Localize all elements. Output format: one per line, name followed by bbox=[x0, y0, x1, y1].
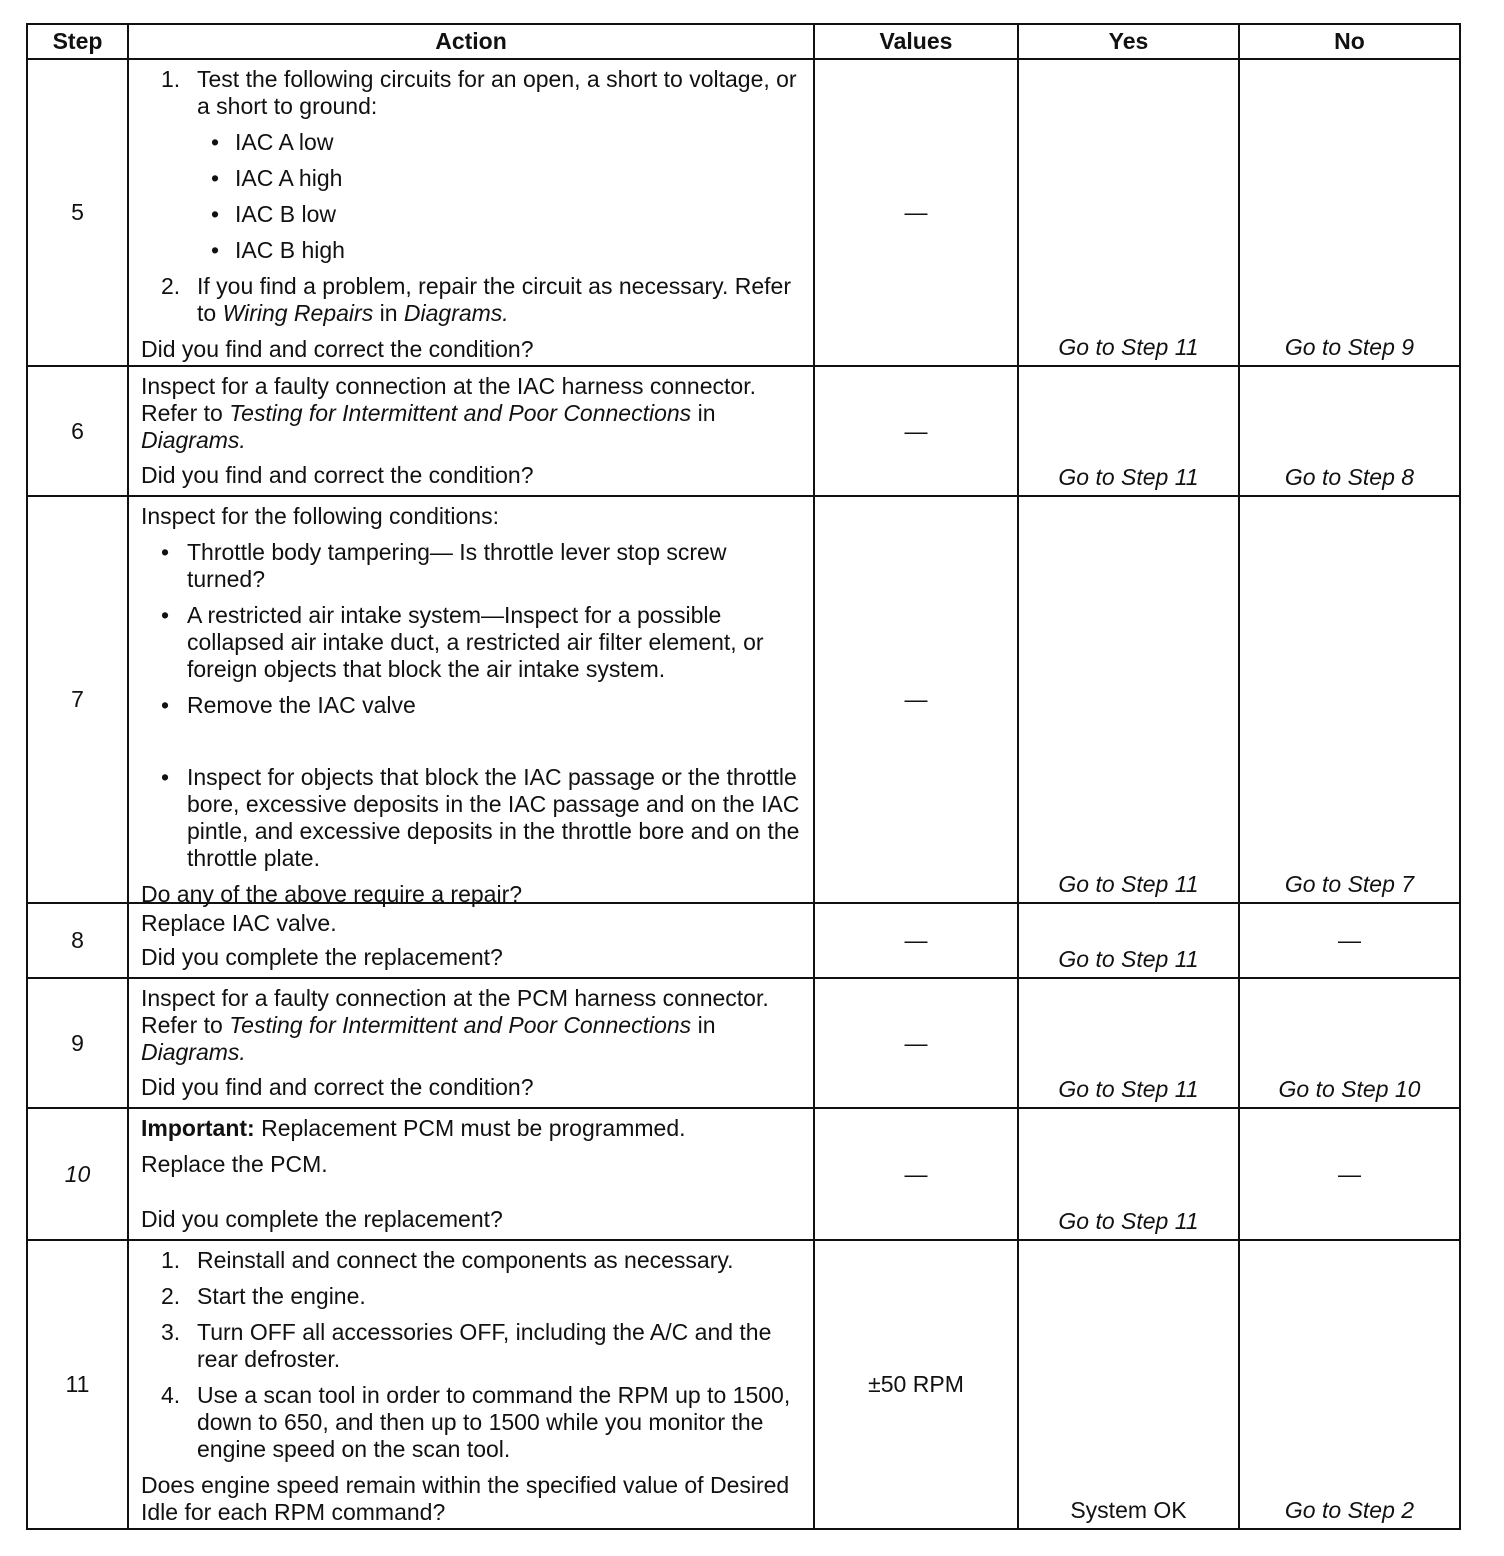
bullet-item: • IAC A high bbox=[211, 165, 343, 191]
bullet-item: • Inspect for objects that block the IAC passage or the throttle bore, excessive deposits in the IAC passage and on the IAC pintle, and excessive deposits in the throttle bore and on the throttle plate. bbox=[161, 764, 800, 871]
header-row bbox=[27, 24, 1460, 59]
action-cell bbox=[128, 496, 814, 907]
important-note: Important: Replacement PCM must be programmed. bbox=[141, 1115, 686, 1141]
bullet-item: • IAC B high bbox=[211, 237, 345, 263]
reference-link-text: Diagrams. bbox=[403, 300, 509, 326]
values-cell: — bbox=[814, 903, 1018, 978]
no-cell: Go to Step 8 bbox=[1239, 366, 1460, 496]
numbered-item: 2. If you find a problem, repair the circuit as necessary. Refer to Wiring Repairs in Diagrams. bbox=[161, 273, 792, 326]
values-cell: — bbox=[814, 59, 1018, 366]
header-no: No bbox=[1239, 24, 1460, 59]
yes-cell: Go to Step 11 bbox=[1018, 366, 1239, 496]
reference-link-text: Testing for Intermittent and Poor Connections bbox=[229, 1012, 692, 1038]
yes-cell: Go to Step 11 bbox=[1018, 496, 1239, 903]
yes-cell: Go to Step 11 bbox=[1018, 903, 1239, 978]
reference-link-text: Wiring Repairs bbox=[222, 300, 374, 326]
numbered-item: 4. Use a scan tool in order to command the RPM up to 1500, down to 650, and then up to 1500 while you monitor the engine speed on the scan tool. bbox=[161, 1382, 791, 1462]
values-cell: — bbox=[814, 1108, 1018, 1240]
table-row-step-9 bbox=[27, 978, 1460, 1108]
header-values: Values bbox=[814, 24, 1018, 59]
instruction-text: Replace IAC valve. bbox=[141, 910, 337, 936]
question-text: Did you complete the replacement? bbox=[141, 1206, 503, 1232]
header-yes: Yes bbox=[1018, 24, 1239, 59]
no-cell: — bbox=[1239, 903, 1460, 978]
important-label: Important: bbox=[141, 1115, 255, 1141]
no-cell: — bbox=[1239, 1108, 1460, 1240]
action-cell bbox=[128, 978, 814, 1108]
instruction-text: Inspect for the following conditions: bbox=[141, 503, 499, 529]
values-cell: ±50 RPM bbox=[814, 1240, 1018, 1529]
instruction-text: Inspect for a faulty connection at the IAC harness connector. Refer to Testing for Intermittent and Poor Connections in Diagrams. bbox=[141, 373, 756, 453]
reference-link-text: Diagrams. bbox=[141, 427, 246, 453]
bullet-item: • IAC A low bbox=[211, 129, 334, 155]
values-cell: — bbox=[814, 978, 1018, 1108]
no-cell: Go to Step 2 bbox=[1239, 1240, 1460, 1529]
numbered-item: 1. Test the following circuits for an open, a short to voltage, or a short to ground: bbox=[161, 66, 797, 119]
table-row-step-6 bbox=[27, 366, 1460, 496]
no-cell: Go to Step 9 bbox=[1239, 59, 1460, 366]
no-cell: Go to Step 10 bbox=[1239, 978, 1460, 1108]
yes-cell: System OK bbox=[1018, 1240, 1239, 1529]
step-number: 10 bbox=[27, 1108, 128, 1240]
question-text: Did you find and correct the condition? bbox=[141, 462, 534, 488]
step-number: 5 bbox=[27, 59, 128, 366]
bullet-item: • A restricted air intake system—Inspect for a possible collapsed air intake duct, a restricted air filter element, or foreign objects that block the air intake system. bbox=[161, 602, 764, 682]
step-number: 9 bbox=[27, 978, 128, 1108]
question-text: Do any of the above require a repair? bbox=[141, 881, 523, 907]
instruction-text: Inspect for a faulty connection at the PCM harness connector. Refer to Testing for Intermittent and Poor Connections in Diagrams. bbox=[141, 985, 769, 1065]
diagnostic-table bbox=[26, 23, 1461, 1530]
step-number: 11 bbox=[27, 1240, 128, 1529]
question-text: Did you find and correct the condition? bbox=[141, 1074, 534, 1100]
header-step: Step bbox=[27, 24, 128, 59]
numbered-item: 1. Reinstall and connect the components as necessary. bbox=[161, 1247, 734, 1273]
no-cell: Go to Step 7 bbox=[1239, 496, 1460, 903]
numbered-item: 2. Start the engine. bbox=[161, 1283, 366, 1309]
reference-link-text: Diagrams. bbox=[141, 1039, 246, 1065]
action-cell bbox=[128, 1240, 814, 1529]
bullet-item: • Throttle body tampering— Is throttle lever stop screw turned? bbox=[161, 539, 727, 592]
yes-cell: Go to Step 11 bbox=[1018, 1108, 1239, 1240]
header-action: Action bbox=[128, 24, 814, 59]
bullet-item: • Remove the IAC valve bbox=[161, 692, 416, 718]
values-cell: — bbox=[814, 366, 1018, 496]
table-row-step-10 bbox=[27, 1108, 1460, 1240]
table-row-step-11 bbox=[27, 1240, 1460, 1529]
reference-link-text: Testing for Intermittent and Poor Connections bbox=[229, 400, 692, 426]
step-number: 8 bbox=[27, 903, 128, 978]
step-number: 6 bbox=[27, 366, 128, 496]
instruction-text: Replace the PCM. bbox=[141, 1151, 328, 1177]
bullet-item: • IAC B low bbox=[211, 201, 336, 227]
action-cell bbox=[128, 903, 814, 978]
yes-cell: Go to Step 11 bbox=[1018, 978, 1239, 1108]
values-cell: — bbox=[814, 496, 1018, 903]
question-text: Does engine speed remain within the specified value of Desired Idle for each RPM command? bbox=[141, 1472, 790, 1525]
question-text: Did you complete the replacement? bbox=[141, 944, 503, 970]
table-row-step-8 bbox=[27, 903, 1460, 978]
table-row-step-7 bbox=[27, 496, 1460, 903]
question-text: Did you find and correct the condition? bbox=[141, 336, 534, 362]
action-cell bbox=[128, 366, 814, 496]
yes-cell: Go to Step 11 bbox=[1018, 59, 1239, 366]
action-cell bbox=[128, 1108, 814, 1240]
table-row-step-5 bbox=[27, 59, 1460, 366]
step-number: 7 bbox=[27, 496, 128, 903]
action-cell bbox=[128, 59, 814, 366]
numbered-item: 3. Turn OFF all accessories OFF, including the A/C and the rear defroster. bbox=[161, 1319, 772, 1372]
